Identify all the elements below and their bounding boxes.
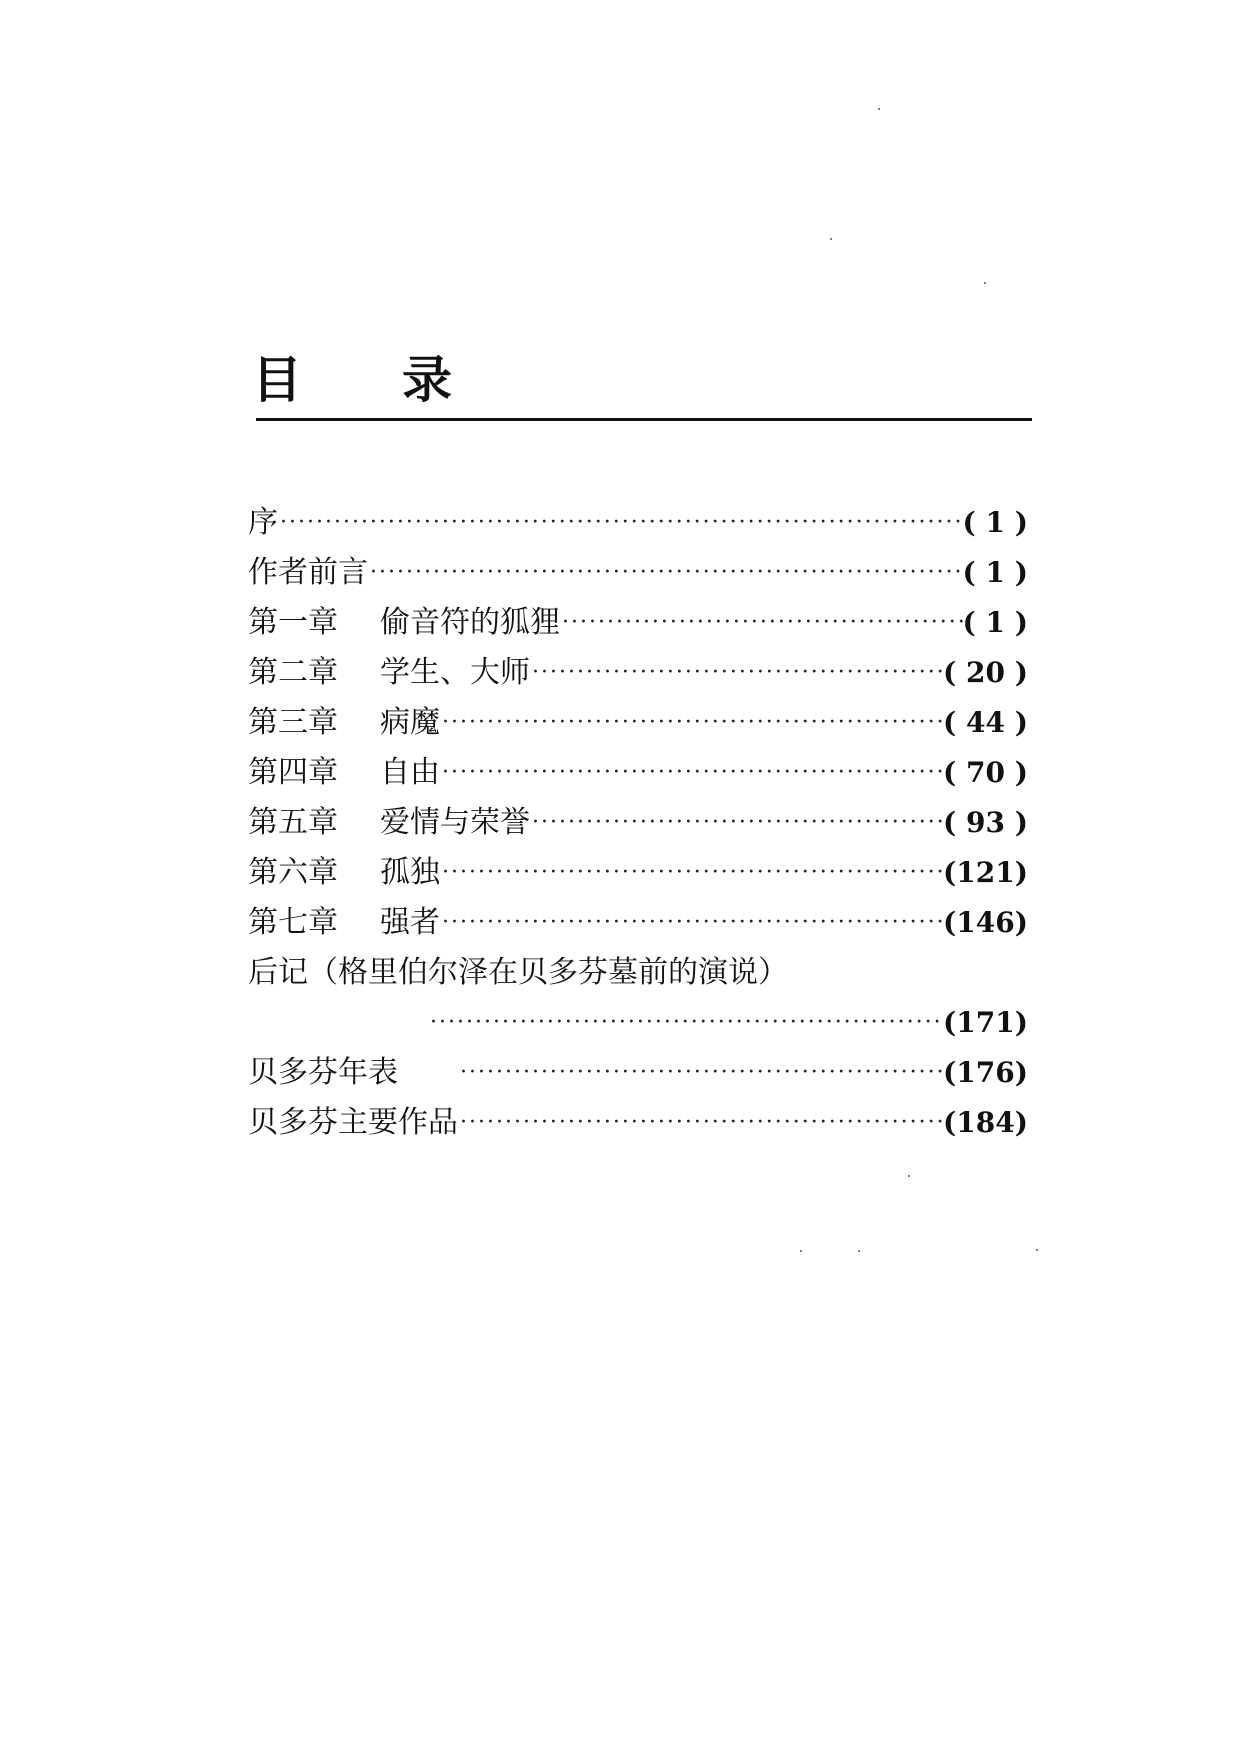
toc-leader [278,500,963,546]
toc-leader [440,900,943,946]
toc-entry-afterword-page[interactable] [248,1000,1028,1046]
toc-entry-chronology[interactable] [248,1050,1028,1096]
toc-chapter: 第七章 [248,905,338,940]
toc-entry-afterword[interactable] [248,950,1028,996]
toc-page-number: ( 1 ) [962,506,1028,539]
toc-chapter: 第一章 [248,605,338,640]
toc-page-number: ( 1 ) [962,606,1028,639]
toc-page-number: (121) [943,856,1028,889]
toc-entry-author-foreword[interactable] [248,550,1028,596]
toc-chapter: 第六章 [248,855,338,890]
toc-title: 孤独 [380,855,440,890]
toc-leader [560,600,963,646]
title-char-2: 录 [402,351,452,409]
toc-leader [458,1050,943,1096]
toc-entry-chapter-3[interactable] [248,700,1028,746]
toc-title: 偷音符的狐狸 [380,605,560,640]
toc-title: 学生、大师 [380,655,530,690]
toc-chapter: 第五章 [248,805,338,840]
toc-page-number: ( 1 ) [962,556,1028,589]
toc-leader [530,800,943,846]
toc-leader [530,650,943,696]
toc-chapter: 序 [248,505,278,540]
toc-page-number: ( 44 ) [943,706,1028,739]
toc-leader [440,700,943,746]
title-rule [256,418,1032,421]
toc-entry-chapter-5[interactable] [248,800,1028,846]
toc-entry-chapter-4[interactable] [248,750,1028,796]
toc-page-number: (184) [943,1106,1028,1139]
toc-chapter: 后记（格里伯尔泽在贝多芬墓前的演说） [248,955,788,990]
toc-page-number: ( 20 ) [943,656,1028,689]
toc-entry-chapter-6[interactable] [248,850,1028,896]
toc-leader [368,550,963,596]
toc-chapter: 贝多芬年表 [248,1055,398,1090]
toc-entry-major-works[interactable] [248,1100,1028,1146]
toc-page-number: (171) [943,1006,1028,1039]
toc-leader [440,850,943,896]
toc-page-number: (176) [943,1056,1028,1089]
toc-page-number: ( 93 ) [943,806,1028,839]
title-char-1: 目 [252,351,302,409]
toc-title: 爱情与荣誉 [380,805,530,840]
toc-page-number: (146) [943,906,1028,939]
toc-leader [458,1100,943,1146]
toc-entry-chapter-2[interactable] [248,650,1028,696]
toc-chapter: 贝多芬主要作品 [248,1105,458,1140]
toc-chapter: 第二章 [248,655,338,690]
toc-page-number: ( 70 ) [943,756,1028,789]
toc-entry-preface[interactable] [248,500,1028,546]
toc-entry-chapter-1[interactable] [248,600,1028,646]
toc-title: 病魔 [380,705,440,740]
toc-title: 自由 [380,755,440,790]
toc-chapter: 作者前言 [248,555,368,590]
toc-title: 强者 [380,905,440,940]
toc-chapter: 第四章 [248,755,338,790]
toc-entry-chapter-7[interactable] [248,900,1028,946]
toc-chapter: 第三章 [248,705,338,740]
toc-leader [428,1000,943,1046]
toc-leader [440,750,943,796]
